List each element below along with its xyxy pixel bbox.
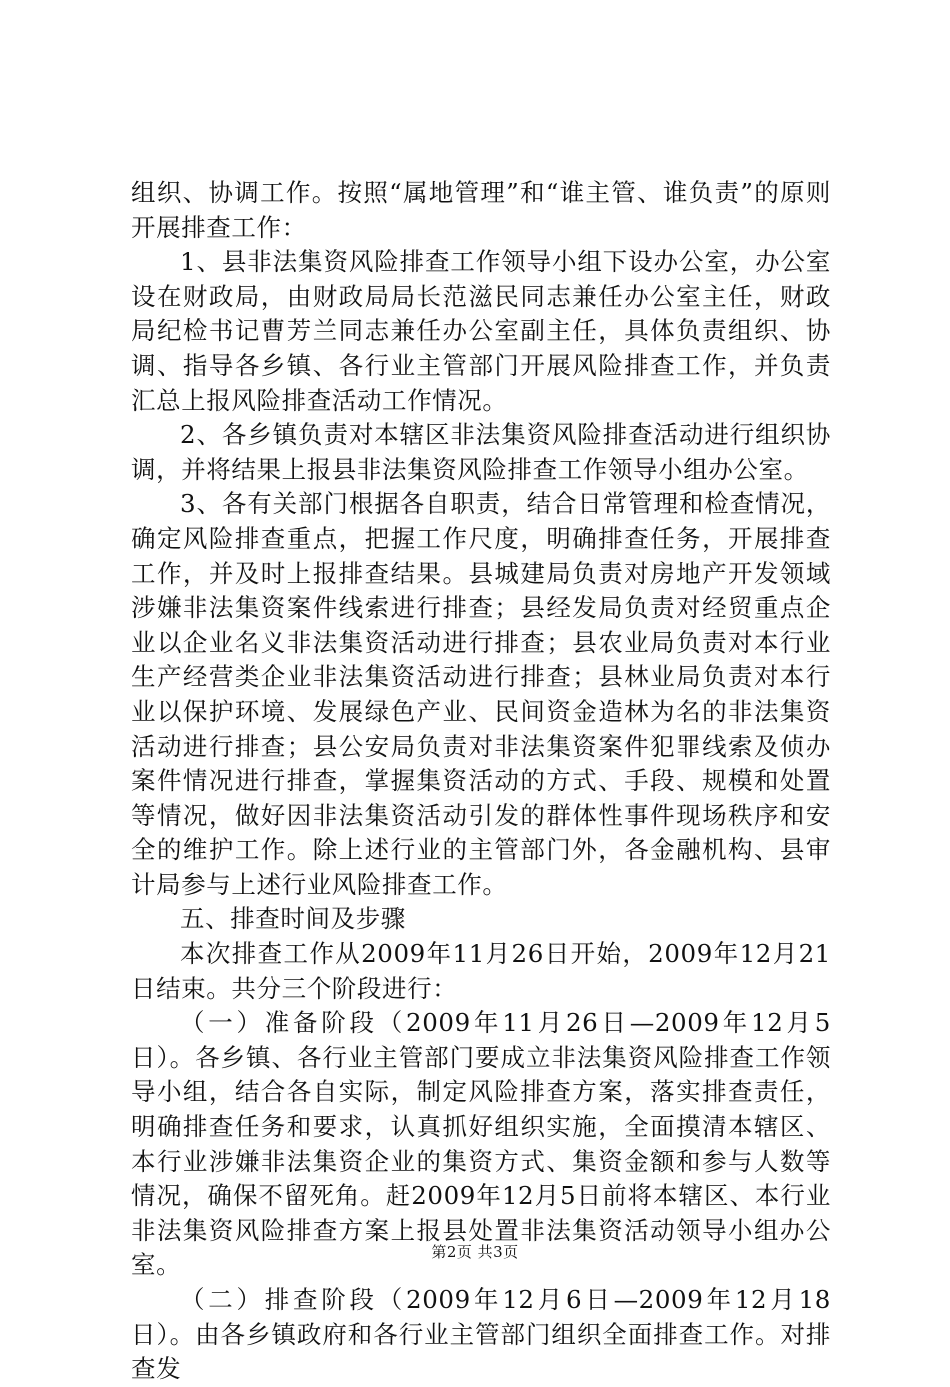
document-body (131, 176, 831, 1387)
paragraph-3: 2、各乡镇负责对本辖区非法集资风险排查活动进行组织协调，并将结果上报县非法集资风险排查工作领导小组办公室。 (131, 420, 831, 484)
page-footer: 第2页 共3页 (431, 1243, 519, 1261)
paragraph-1: 组织、协调工作。按照“属地管理”和“谁主管、谁负责”的原则开展排查工作： (131, 178, 831, 242)
paragraph-8: （二）排查阶段（2009年12月6日—2009年12月18日）。由各乡镇政府和各行业主管部门组织全面排查工作。对排查发 (131, 1285, 831, 1384)
section-heading-5: 五、排查时间及步骤 (180, 904, 406, 934)
paragraph-7: （一）准备阶段（2009年11月26日—2009年12月5日）。各乡镇、各行业主管部门要成立非法集资风险排查工作领导小组，结合各自实际，制定风险排查方案，落实排查责任，明确排查任务和要求，认真抓好组织实施，全面摸清本辖区、本行业涉嫌非法集资企业的集资方式、集资金额和参与人数等情况，确保不留死角。赶2009年12月5日前将本辖区、本行业非法集资风险排查方案上报县处置非法集资活动领导小组办公室。 (131, 1008, 831, 1280)
paragraph-6: 本次排查工作从2009年11月26日开始，2009年12月21日结束。共分三个阶段进行： (131, 939, 831, 1003)
paragraph-4: 3、各有关部门根据各自职责，结合日常管理和检查情况，确定风险排查重点，把握工作尺度，明确排查任务，开展排查工作，并及时上报排查结果。县城建局负责对房地产开发领域涉嫌非法集资案件线索进行排查；县经发局负责对经贸重点企业以企业名义非法集资活动进行排查；县农业局负责对本行业生产经营类企业非法集资活动进行排查；县林业局负责对本行业以保护环境、发展绿色产业、民间资金造林为名的非法集资活动进行排查；县公安局负责对非法集资案件犯罪线索及侦办案件情况进行排查，掌握集资活动的方式、手段、规模和处置等情况，做好因非法集资活动引发的群体性事件现场秩序和安全的维护工作。除上述行业的主管部门外，各金融机构、县审计局参与上述行业风险排查工作。 (131, 489, 831, 899)
paragraph-2: 1、县非法集资风险排查工作领导小组下设办公室，办公室设在财政局，由财政局局长范滋民同志兼任办公室主任，财政局纪检书记曹芳兰同志兼任办公室副主任，具体负责组织、协调、指导各乡镇、各行业主管部门开展风险排查工作，并负责汇总上报风险排查活动工作情况。 (131, 247, 831, 415)
